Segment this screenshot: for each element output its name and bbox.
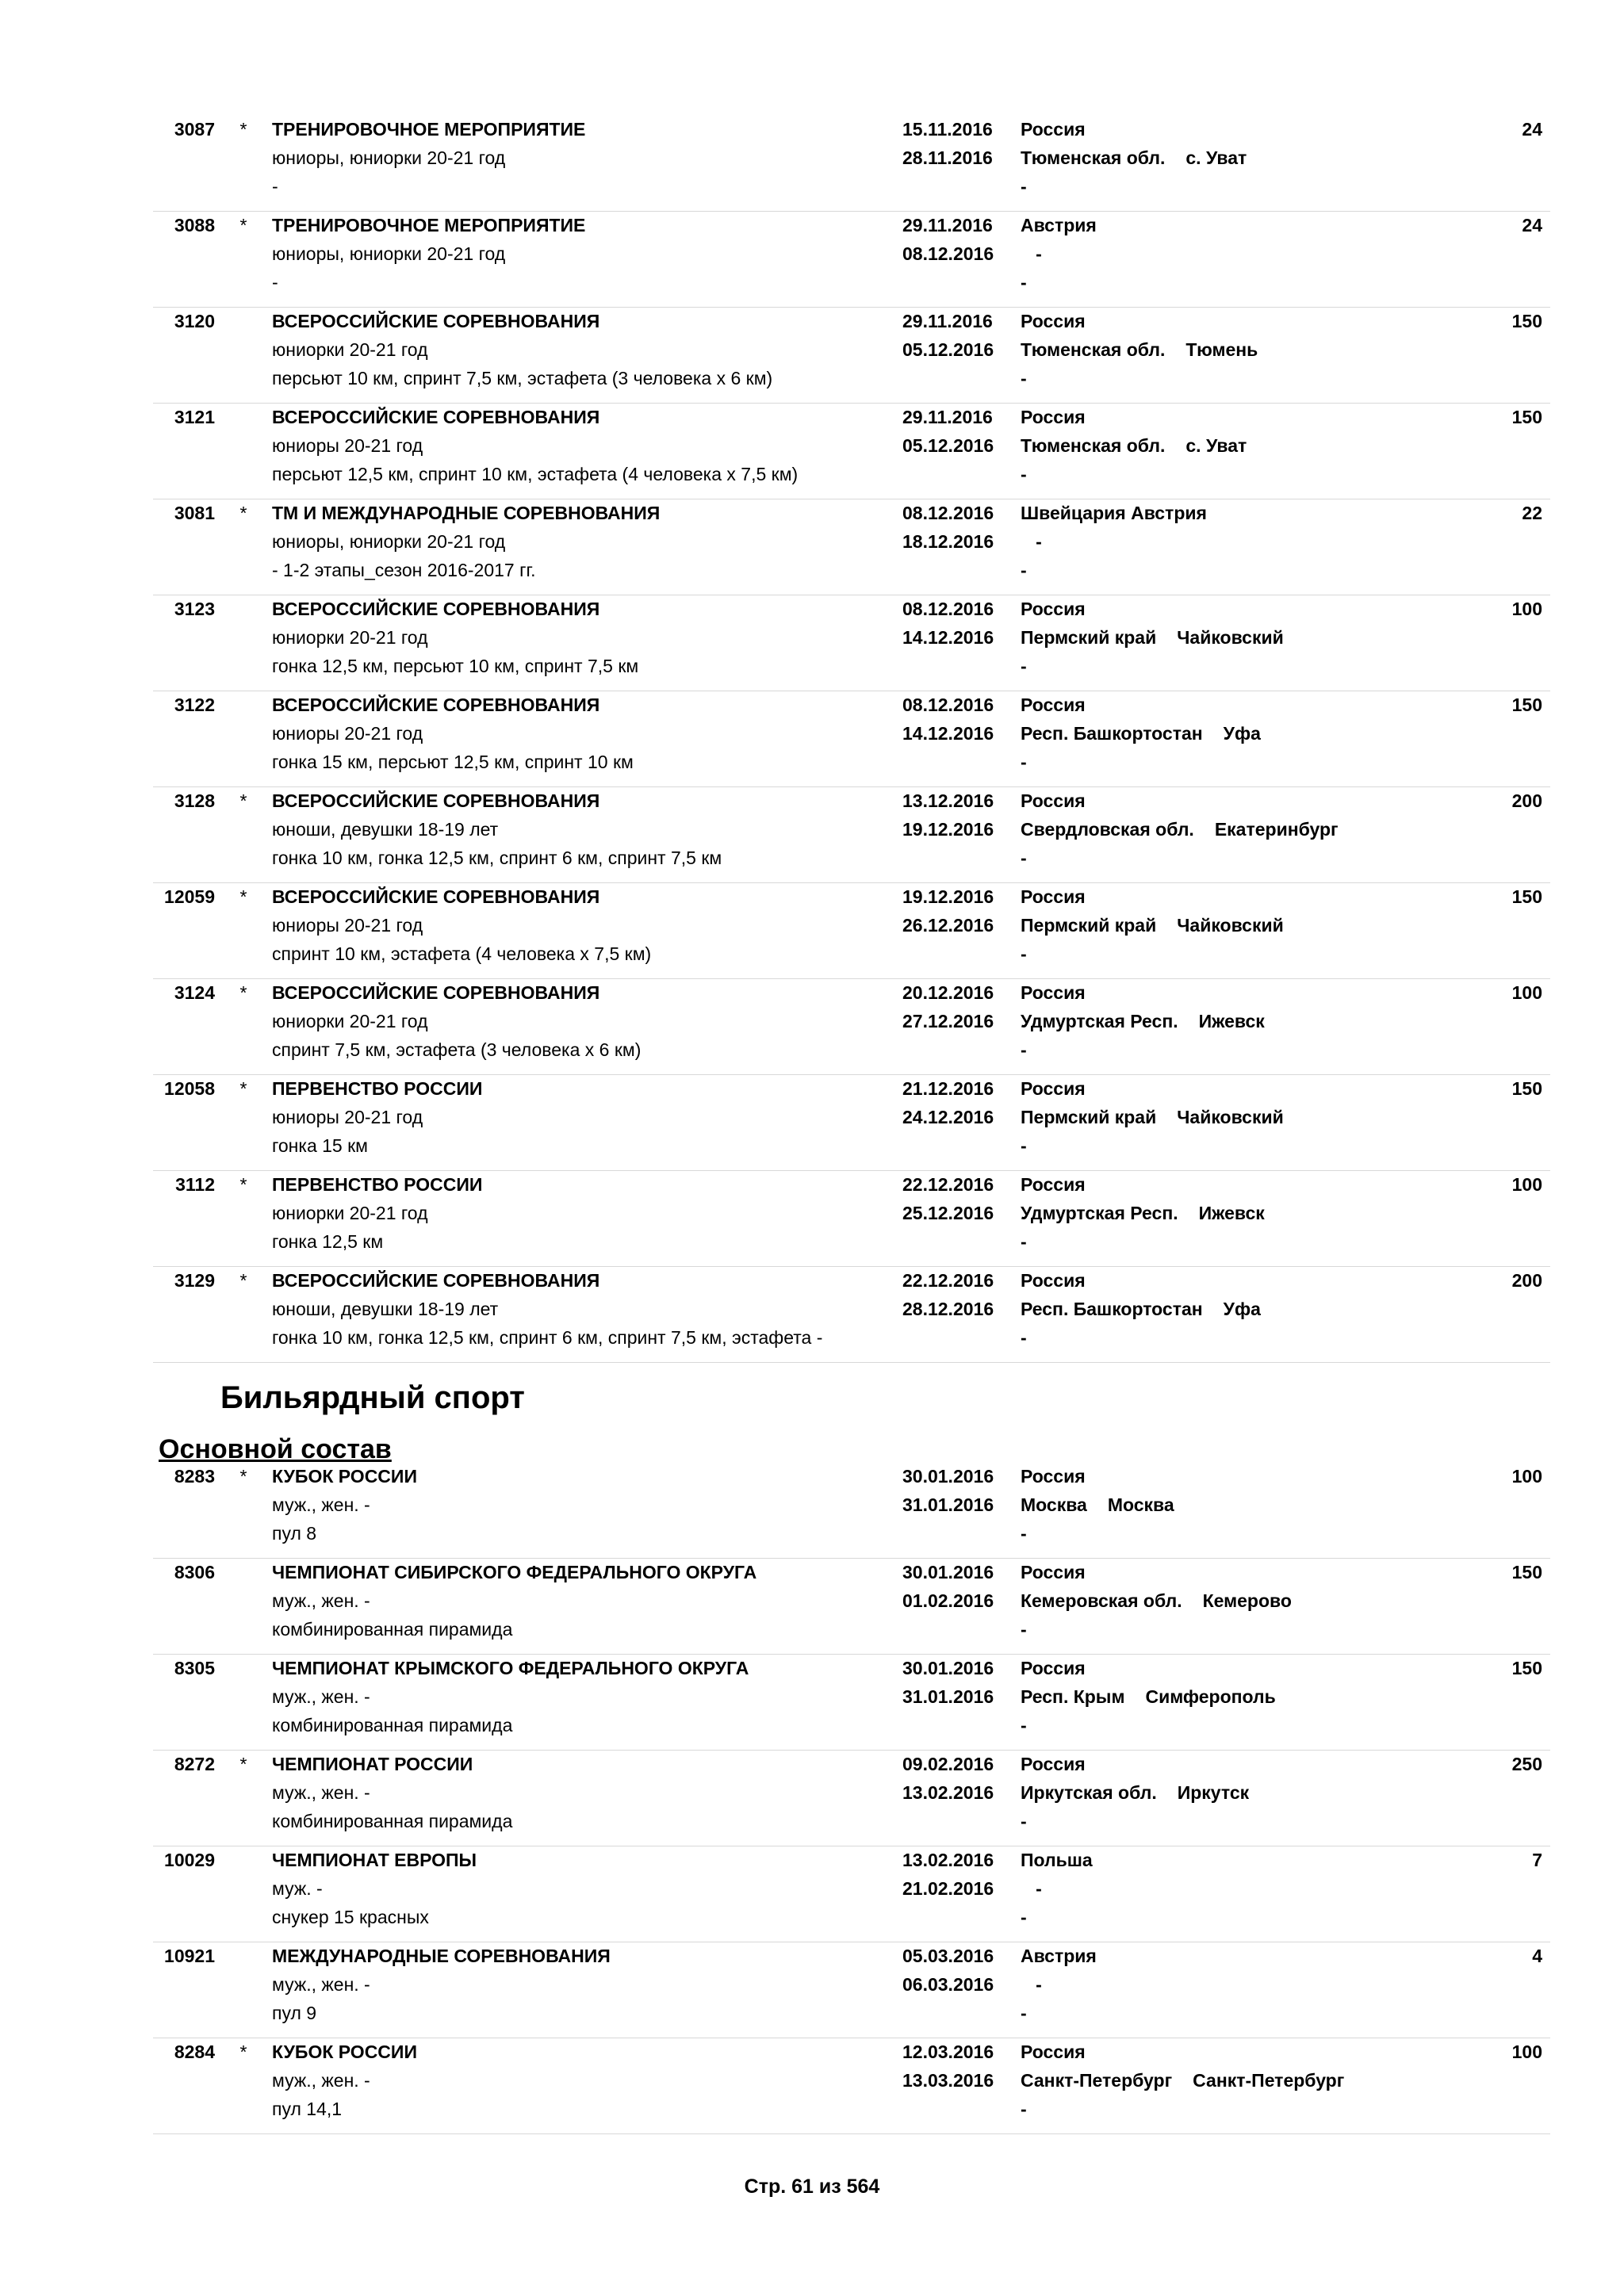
event-count: 7 [1532, 1850, 1542, 1870]
event-name: ЧЕМПИОНАТ КРЫМСКОГО ФЕДЕРАЛЬНОГО ОКРУГА [272, 1658, 749, 1678]
event-participants: муж. - [272, 1878, 323, 1899]
date-end: 26.12.2016 [902, 915, 994, 936]
event-city: Ижевск [1198, 1011, 1265, 1031]
date-start: 29.11.2016 [902, 311, 993, 331]
event-country: Россия [1021, 1270, 1086, 1291]
event-location [1021, 913, 1284, 937]
event-region: Тюменская обл. [1021, 435, 1166, 456]
page-number: Стр. 61 из 564 [744, 2175, 880, 2198]
date-start: 30.01.2016 [902, 1658, 994, 1678]
event-record [153, 1267, 1550, 1363]
event-program: пул 14,1 [272, 2099, 343, 2119]
event-record [153, 1942, 1550, 2038]
event-count: 100 [1511, 2042, 1542, 2062]
event-number: 8272 [174, 1754, 215, 1774]
event-program: гонка 15 км, персьют 12,5 км, спринт 10 км [272, 752, 634, 772]
event-region: Респ. Башкортостан [1021, 1299, 1203, 1319]
event-participants: юниорки 20-21 год [272, 339, 428, 360]
event-count: 200 [1511, 1270, 1542, 1291]
event-region: Свердловская обл. [1021, 819, 1194, 840]
event-record [153, 1463, 1550, 1559]
event-participants: муж., жен. - [272, 1494, 370, 1515]
event-record [153, 212, 1550, 308]
star-mark: * [239, 2042, 247, 2062]
event-participants: муж., жен. - [272, 1974, 370, 1995]
event-name: КУБОК РОССИИ [272, 1466, 417, 1487]
star-mark: * [239, 1270, 247, 1291]
event-extra: - [1021, 848, 1027, 868]
event-city: Чайковский [1177, 1107, 1284, 1127]
event-name: ВСЕРОССИЙСКИЕ СОРЕВНОВАНИЯ [272, 599, 600, 619]
event-location [1021, 1201, 1265, 1225]
date-end: 27.12.2016 [902, 1011, 994, 1031]
event-count: 250 [1511, 1754, 1542, 1774]
event-extra: - [1021, 560, 1027, 580]
event-region: Респ. Крым [1021, 1686, 1125, 1707]
event-region: Пермский край [1021, 1107, 1157, 1127]
event-number: 8284 [174, 2042, 215, 2062]
event-country: Россия [1021, 1174, 1086, 1195]
star-mark: * [239, 119, 247, 140]
date-end: 08.12.2016 [902, 243, 994, 264]
event-extra: - [1021, 464, 1027, 484]
event-location [1021, 1781, 1249, 1804]
event-number: 3121 [174, 407, 215, 427]
event-location [1021, 1297, 1261, 1321]
date-start: 30.01.2016 [902, 1562, 994, 1582]
event-name: ТРЕНИРОВОЧНОЕ МЕРОПРИЯТИЕ [272, 215, 586, 235]
date-end: 31.01.2016 [902, 1494, 994, 1515]
event-extra: - [1021, 1327, 1027, 1348]
event-record [153, 1655, 1550, 1751]
event-location [1021, 434, 1247, 457]
date-start: 13.12.2016 [902, 790, 994, 811]
event-number: 3112 [175, 1174, 215, 1195]
event-city: Тюмень [1185, 339, 1258, 360]
event-city: Ижевск [1198, 1203, 1265, 1223]
event-record [153, 1846, 1550, 1942]
event-name: ТМ И МЕЖДУНАРОДНЫЕ СОРЕВНОВАНИЯ [272, 503, 661, 523]
date-end: 19.12.2016 [902, 819, 994, 840]
event-program: пул 9 [272, 2003, 317, 2023]
event-count: 150 [1511, 311, 1542, 331]
event-participants: юниоры 20-21 год [272, 915, 423, 936]
event-extra: - [1021, 943, 1027, 964]
event-participants: юниоры, юниорки 20-21 год [272, 243, 506, 264]
date-start: 05.03.2016 [902, 1946, 994, 1966]
date-start: 08.12.2016 [902, 695, 994, 715]
event-country: Россия [1021, 119, 1086, 140]
event-extra: - [1021, 1715, 1027, 1735]
event-region: - [1021, 1878, 1042, 1899]
event-count: 150 [1511, 407, 1542, 427]
event-participants: юноши, девушки 18-19 лет [272, 1299, 499, 1319]
event-participants: муж., жен. - [272, 2070, 370, 2091]
event-record [153, 691, 1550, 787]
event-city: Уфа [1223, 1299, 1261, 1319]
date-end: 31.01.2016 [902, 1686, 994, 1707]
event-extra: - [1021, 656, 1027, 676]
sport-section-title: Бильярдный спорт [220, 1380, 525, 1415]
event-region: Тюменская обл. [1021, 147, 1166, 168]
event-program: гонка 10 км, гонка 12,5 км, спринт 6 км, спринт 7,5 км [272, 848, 722, 868]
event-record [153, 979, 1550, 1075]
event-number: 8305 [174, 1658, 215, 1678]
event-program: гонка 10 км, гонка 12,5 км, спринт 6 км, спринт 7,5 км, эстафета - [272, 1327, 823, 1348]
date-end: 01.02.2016 [902, 1590, 994, 1611]
date-end: 24.12.2016 [902, 1107, 994, 1127]
event-name: КУБОК РОССИИ [272, 2042, 417, 2062]
date-end: 05.12.2016 [902, 339, 994, 360]
event-count: 150 [1511, 1658, 1542, 1678]
event-program: - [272, 176, 278, 197]
event-number: 10029 [164, 1850, 215, 1870]
event-name: ВСЕРОССИЙСКИЕ СОРЕВНОВАНИЯ [272, 790, 600, 811]
event-record [153, 1075, 1550, 1171]
event-city: Санкт-Петербург [1193, 2070, 1345, 2091]
star-mark: * [239, 1078, 247, 1099]
event-record [153, 883, 1550, 979]
event-location [1021, 1493, 1174, 1517]
event-name: ВСЕРОССИЙСКИЕ СОРЕВНОВАНИЯ [272, 407, 600, 427]
event-extra: - [1021, 1135, 1027, 1156]
star-mark: * [239, 1174, 247, 1195]
event-program: персьют 12,5 км, спринт 10 км, эстафета (4 человека х 7,5 км) [272, 464, 799, 484]
event-location [1021, 1973, 1063, 1996]
event-extra: - [1021, 752, 1027, 772]
event-count: 150 [1511, 695, 1542, 715]
event-program: персьют 10 км, спринт 7,5 км, эстафета (3 человека х 6 км) [272, 368, 773, 388]
date-end: 28.12.2016 [902, 1299, 994, 1319]
event-extra: - [1021, 1523, 1027, 1544]
event-country: Россия [1021, 982, 1086, 1003]
event-city: Москва [1107, 1494, 1174, 1515]
event-region: Пермский край [1021, 915, 1157, 936]
event-location [1021, 1589, 1292, 1613]
event-record [153, 1171, 1550, 1267]
event-number: 3088 [174, 215, 215, 235]
event-location [1021, 338, 1258, 362]
event-number: 3087 [174, 119, 215, 140]
event-count: 150 [1511, 1562, 1542, 1582]
event-participants: юниоры 20-21 год [272, 723, 423, 744]
event-country: Польша [1021, 1850, 1093, 1870]
date-end: 25.12.2016 [902, 1203, 994, 1223]
event-region: Респ. Башкортостан [1021, 723, 1203, 744]
date-end: 18.12.2016 [902, 531, 994, 552]
date-start: 22.12.2016 [902, 1270, 994, 1291]
event-name: ПЕРВЕНСТВО РОССИИ [272, 1078, 483, 1099]
event-program: комбинированная пирамида [272, 1619, 513, 1640]
event-country: Россия [1021, 311, 1086, 331]
event-city: Иркутск [1177, 1782, 1250, 1803]
event-extra: - [1021, 368, 1027, 388]
event-program: снукер 15 красных [272, 1907, 429, 1927]
event-record [153, 787, 1550, 883]
event-count: 100 [1511, 1174, 1542, 1195]
event-city: Чайковский [1177, 627, 1284, 648]
event-extra: - [1021, 1039, 1027, 1060]
date-start: 08.12.2016 [902, 503, 994, 523]
event-record [153, 116, 1550, 212]
event-region: Пермский край [1021, 627, 1157, 648]
event-number: 3081 [174, 503, 215, 523]
event-program: комбинированная пирамида [272, 1715, 513, 1735]
event-number: 3124 [174, 982, 215, 1003]
date-start: 20.12.2016 [902, 982, 994, 1003]
date-start: 30.01.2016 [902, 1466, 994, 1487]
event-city: Симферополь [1145, 1686, 1276, 1707]
event-extra: - [1021, 272, 1027, 293]
event-city: Уфа [1223, 723, 1261, 744]
star-mark: * [239, 982, 247, 1003]
event-extra: - [1021, 1907, 1027, 1927]
event-program: гонка 12,5 км [272, 1231, 384, 1252]
event-extra: - [1021, 2003, 1027, 2023]
event-city: с. Уват [1185, 435, 1247, 456]
event-region: Иркутская обл. [1021, 1782, 1157, 1803]
event-name: ВСЕРОССИЙСКИЕ СОРЕВНОВАНИЯ [272, 982, 600, 1003]
date-end: 05.12.2016 [902, 435, 994, 456]
star-mark: * [239, 790, 247, 811]
event-region: Санкт-Петербург [1021, 2070, 1173, 2091]
event-name: МЕЖДУНАРОДНЫЕ СОРЕВНОВАНИЯ [272, 1946, 611, 1966]
event-participants: муж., жен. - [272, 1686, 370, 1707]
date-end: 06.03.2016 [902, 1974, 994, 1995]
event-name: ВСЕРОССИЙСКИЕ СОРЕВНОВАНИЯ [272, 695, 600, 715]
event-program: гонка 12,5 км, персьют 10 км, спринт 7,5 км [272, 656, 639, 676]
event-number: 3123 [174, 599, 215, 619]
event-participants: юноши, девушки 18-19 лет [272, 819, 499, 840]
event-location [1021, 530, 1063, 553]
date-end: 13.03.2016 [902, 2070, 994, 2091]
event-name: ПЕРВЕНСТВО РОССИИ [272, 1174, 483, 1195]
event-location [1021, 817, 1339, 841]
event-country: Россия [1021, 1754, 1086, 1774]
event-program: - [272, 272, 278, 293]
event-country: Россия [1021, 1466, 1086, 1487]
event-country: Россия [1021, 886, 1086, 907]
event-program: гонка 15 км [272, 1135, 368, 1156]
event-location [1021, 1009, 1265, 1033]
event-number: 12058 [164, 1078, 215, 1099]
date-end: 28.11.2016 [902, 147, 993, 168]
event-participants: юниоры 20-21 год [272, 435, 423, 456]
event-count: 150 [1511, 1078, 1542, 1099]
event-extra: - [1021, 176, 1027, 197]
event-record [153, 1751, 1550, 1846]
event-count: 4 [1532, 1946, 1542, 1966]
event-number: 3122 [174, 695, 215, 715]
date-start: 29.11.2016 [902, 215, 993, 235]
star-mark: * [239, 1754, 247, 1774]
date-start: 19.12.2016 [902, 886, 994, 907]
event-country: Австрия [1021, 215, 1097, 235]
event-number: 3129 [174, 1270, 215, 1291]
date-start: 22.12.2016 [902, 1174, 994, 1195]
event-name: ВСЕРОССИЙСКИЕ СОРЕВНОВАНИЯ [272, 311, 600, 331]
event-count: 24 [1522, 215, 1542, 235]
event-extra: - [1021, 1811, 1027, 1831]
event-count: 200 [1511, 790, 1542, 811]
event-location [1021, 721, 1261, 745]
event-country: Россия [1021, 790, 1086, 811]
date-end: 14.12.2016 [902, 723, 994, 744]
event-name: ВСЕРОССИЙСКИЕ СОРЕВНОВАНИЯ [272, 1270, 600, 1291]
event-number: 8283 [174, 1466, 215, 1487]
event-region: Тюменская обл. [1021, 339, 1166, 360]
event-participants: юниорки 20-21 год [272, 1011, 428, 1031]
event-location [1021, 1877, 1063, 1900]
event-participants: юниоры, юниорки 20-21 год [272, 147, 506, 168]
event-program: спринт 7,5 км, эстафета (3 человека х 6 км) [272, 1039, 642, 1060]
event-location [1021, 242, 1063, 266]
date-start: 21.12.2016 [902, 1078, 994, 1099]
event-extra: - [1021, 1231, 1027, 1252]
star-mark: * [239, 503, 247, 523]
event-participants: юниоры 20-21 год [272, 1107, 423, 1127]
event-country: Россия [1021, 1078, 1086, 1099]
event-count: 100 [1511, 1466, 1542, 1487]
event-name: ЧЕМПИОНАТ ЕВРОПЫ [272, 1850, 477, 1870]
event-record [153, 2038, 1550, 2134]
event-name: ВСЕРОССИЙСКИЕ СОРЕВНОВАНИЯ [272, 886, 600, 907]
event-name: ТРЕНИРОВОЧНОЕ МЕРОПРИЯТИЕ [272, 119, 586, 140]
event-region: - [1021, 531, 1042, 552]
event-country: Россия [1021, 1658, 1086, 1678]
date-end: 14.12.2016 [902, 627, 994, 648]
event-region: Удмуртская Респ. [1021, 1011, 1178, 1031]
event-extra: - [1021, 2099, 1027, 2119]
date-start: 15.11.2016 [902, 119, 993, 140]
event-number: 3120 [174, 311, 215, 331]
event-program: комбинированная пирамида [272, 1811, 513, 1831]
event-number: 3128 [174, 790, 215, 811]
event-participants: муж., жен. - [272, 1782, 370, 1803]
event-number: 10921 [164, 1946, 215, 1966]
event-location [1021, 146, 1247, 170]
date-start: 29.11.2016 [902, 407, 993, 427]
event-program: пул 8 [272, 1523, 317, 1544]
event-participants: муж., жен. - [272, 1590, 370, 1611]
event-region: - [1021, 1974, 1042, 1995]
event-count: 100 [1511, 982, 1542, 1003]
event-country: Россия [1021, 2042, 1086, 2062]
event-program: - 1-2 этапы_сезон 2016-2017 гг. [272, 560, 536, 580]
date-end: 21.02.2016 [902, 1878, 994, 1899]
event-location [1021, 626, 1284, 649]
event-country: Россия [1021, 407, 1086, 427]
event-number: 12059 [164, 886, 215, 907]
event-region: - [1021, 243, 1042, 264]
event-location [1021, 1105, 1284, 1129]
event-count: 100 [1511, 599, 1542, 619]
event-country: Австрия [1021, 1946, 1097, 1966]
event-record [153, 499, 1550, 595]
event-country: Россия [1021, 1562, 1086, 1582]
event-city: Чайковский [1177, 915, 1284, 936]
event-record [153, 595, 1550, 691]
date-start: 08.12.2016 [902, 599, 994, 619]
event-count: 24 [1522, 119, 1542, 140]
event-participants: юниорки 20-21 год [272, 627, 428, 648]
event-count: 150 [1511, 886, 1542, 907]
event-location [1021, 2068, 1344, 2092]
star-mark: * [239, 215, 247, 235]
star-mark: * [239, 886, 247, 907]
event-extra: - [1021, 1619, 1027, 1640]
event-participants: юниорки 20-21 год [272, 1203, 428, 1223]
event-country: Швейцария Австрия [1021, 503, 1207, 523]
date-end: 13.02.2016 [902, 1782, 994, 1803]
event-region: Удмуртская Респ. [1021, 1203, 1178, 1223]
event-city: с. Уват [1185, 147, 1247, 168]
date-start: 09.02.2016 [902, 1754, 994, 1774]
event-record [153, 1559, 1550, 1655]
event-count: 22 [1522, 503, 1542, 523]
date-start: 12.03.2016 [902, 2042, 994, 2062]
star-mark: * [239, 1466, 247, 1487]
event-city: Кемерово [1202, 1590, 1292, 1611]
event-name: ЧЕМПИОНАТ СИБИРСКОГО ФЕДЕРАЛЬНОГО ОКРУГА [272, 1562, 757, 1582]
event-country: Россия [1021, 599, 1086, 619]
event-region: Кемеровская обл. [1021, 1590, 1182, 1611]
event-program: спринт 10 км, эстафета (4 человека х 7,5 км) [272, 943, 652, 964]
event-location [1021, 1685, 1276, 1709]
event-region: Москва [1021, 1494, 1087, 1515]
subsection-title: Основной состав [159, 1434, 392, 1464]
event-participants: юниоры, юниорки 20-21 год [272, 531, 506, 552]
event-record [153, 404, 1550, 499]
event-number: 8306 [174, 1562, 215, 1582]
event-record [153, 308, 1550, 404]
event-city: Екатеринбург [1214, 819, 1339, 840]
date-start: 13.02.2016 [902, 1850, 994, 1870]
event-country: Россия [1021, 695, 1086, 715]
event-name: ЧЕМПИОНАТ РОССИИ [272, 1754, 473, 1774]
